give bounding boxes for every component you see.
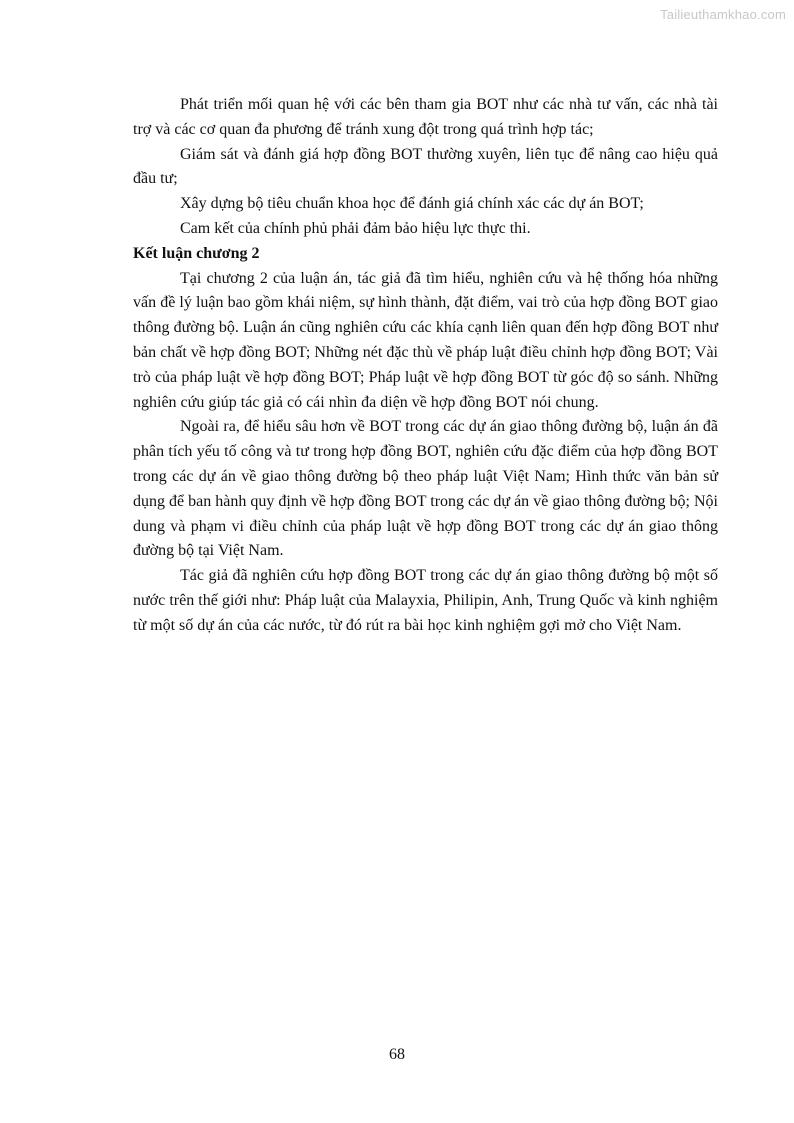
paragraph-evaluation-standards: Xây dựng bộ tiêu chuẩn khoa học để đánh giá chính xác các dự án BOT;	[180, 195, 644, 213]
watermark-text: Tailieuthamkhao.com	[660, 7, 786, 22]
paragraph-conclusion-analysis: Ngoài ra, để hiểu sâu hơn về BOT trong các dự án giao thông đường bộ, luận án đã phân tích yếu tố công và tư trong hợp đồng BOT, nghiên cứu đặc điểm của hợp đồng BOT trong các dự án về giao thông đường bộ theo pháp luật Việt Nam; Hình thức văn bản sử dụng để ban hành quy định về hợp đồng BOT trong các dự án về giao thông đường bộ; Nội dung và phạm vi điều chỉnh của pháp luật về hợp đồng BOT trong các dự án giao thông đường bộ tại Việt Nam.	[133, 418, 718, 560]
paragraph-stakeholder-relations: Phát triển mối quan hệ với các bên tham gia BOT như các nhà tư vấn, các nhà tài trợ và các cơ quan đa phương để tránh xung đột trong quá trình hợp tác;	[133, 96, 718, 138]
paragraph-government-commitment: Cam kết của chính phủ phải đảm bảo hiệu lực thực thi.	[180, 219, 531, 237]
paragraph-conclusion-international: Tác giả đã nghiên cứu hợp đồng BOT trong các dự án giao thông đường bộ một số nước trên thế giới như: Pháp luật của Malayxia, Philipin, Anh, Trung Quốc và kinh nghiệm từ một số dự án của các nước, từ đó rút ra bài học kinh nghiệm gợi mở cho Việt Nam.	[133, 567, 718, 634]
section-heading: Kết luận chương 2	[133, 244, 260, 262]
paragraph-contract-monitoring: Giám sát và đánh giá hợp đồng BOT thường xuyên, liên tục để nâng cao hiệu quả đầu tư;	[133, 145, 718, 188]
page-number: 68	[389, 1046, 405, 1063]
document-body	[133, 93, 718, 639]
paragraph-conclusion-summary: Tại chương 2 của luận án, tác giả đã tìm hiểu, nghiên cứu và hệ thống hóa những vấn đề lý luận bao gồm khái niệm, sự hình thành, đặt điểm, vai trò của hợp đồng BOT giao thông đường bộ. Luận án cũng nghiên cứu các khía cạnh liên quan đến hợp đồng BOT như bản chất về hợp đồng BOT; Những nét đặc thù về pháp luật điều chỉnh hợp đồng BOT; Vài trò của pháp luật về hợp đồng BOT; Pháp luật về hợp đồng BOT từ góc độ so sánh. Những nghiên cứu giúp tác giả có cái nhìn đa diện về hợp đồng BOT nói chung.	[133, 269, 718, 411]
